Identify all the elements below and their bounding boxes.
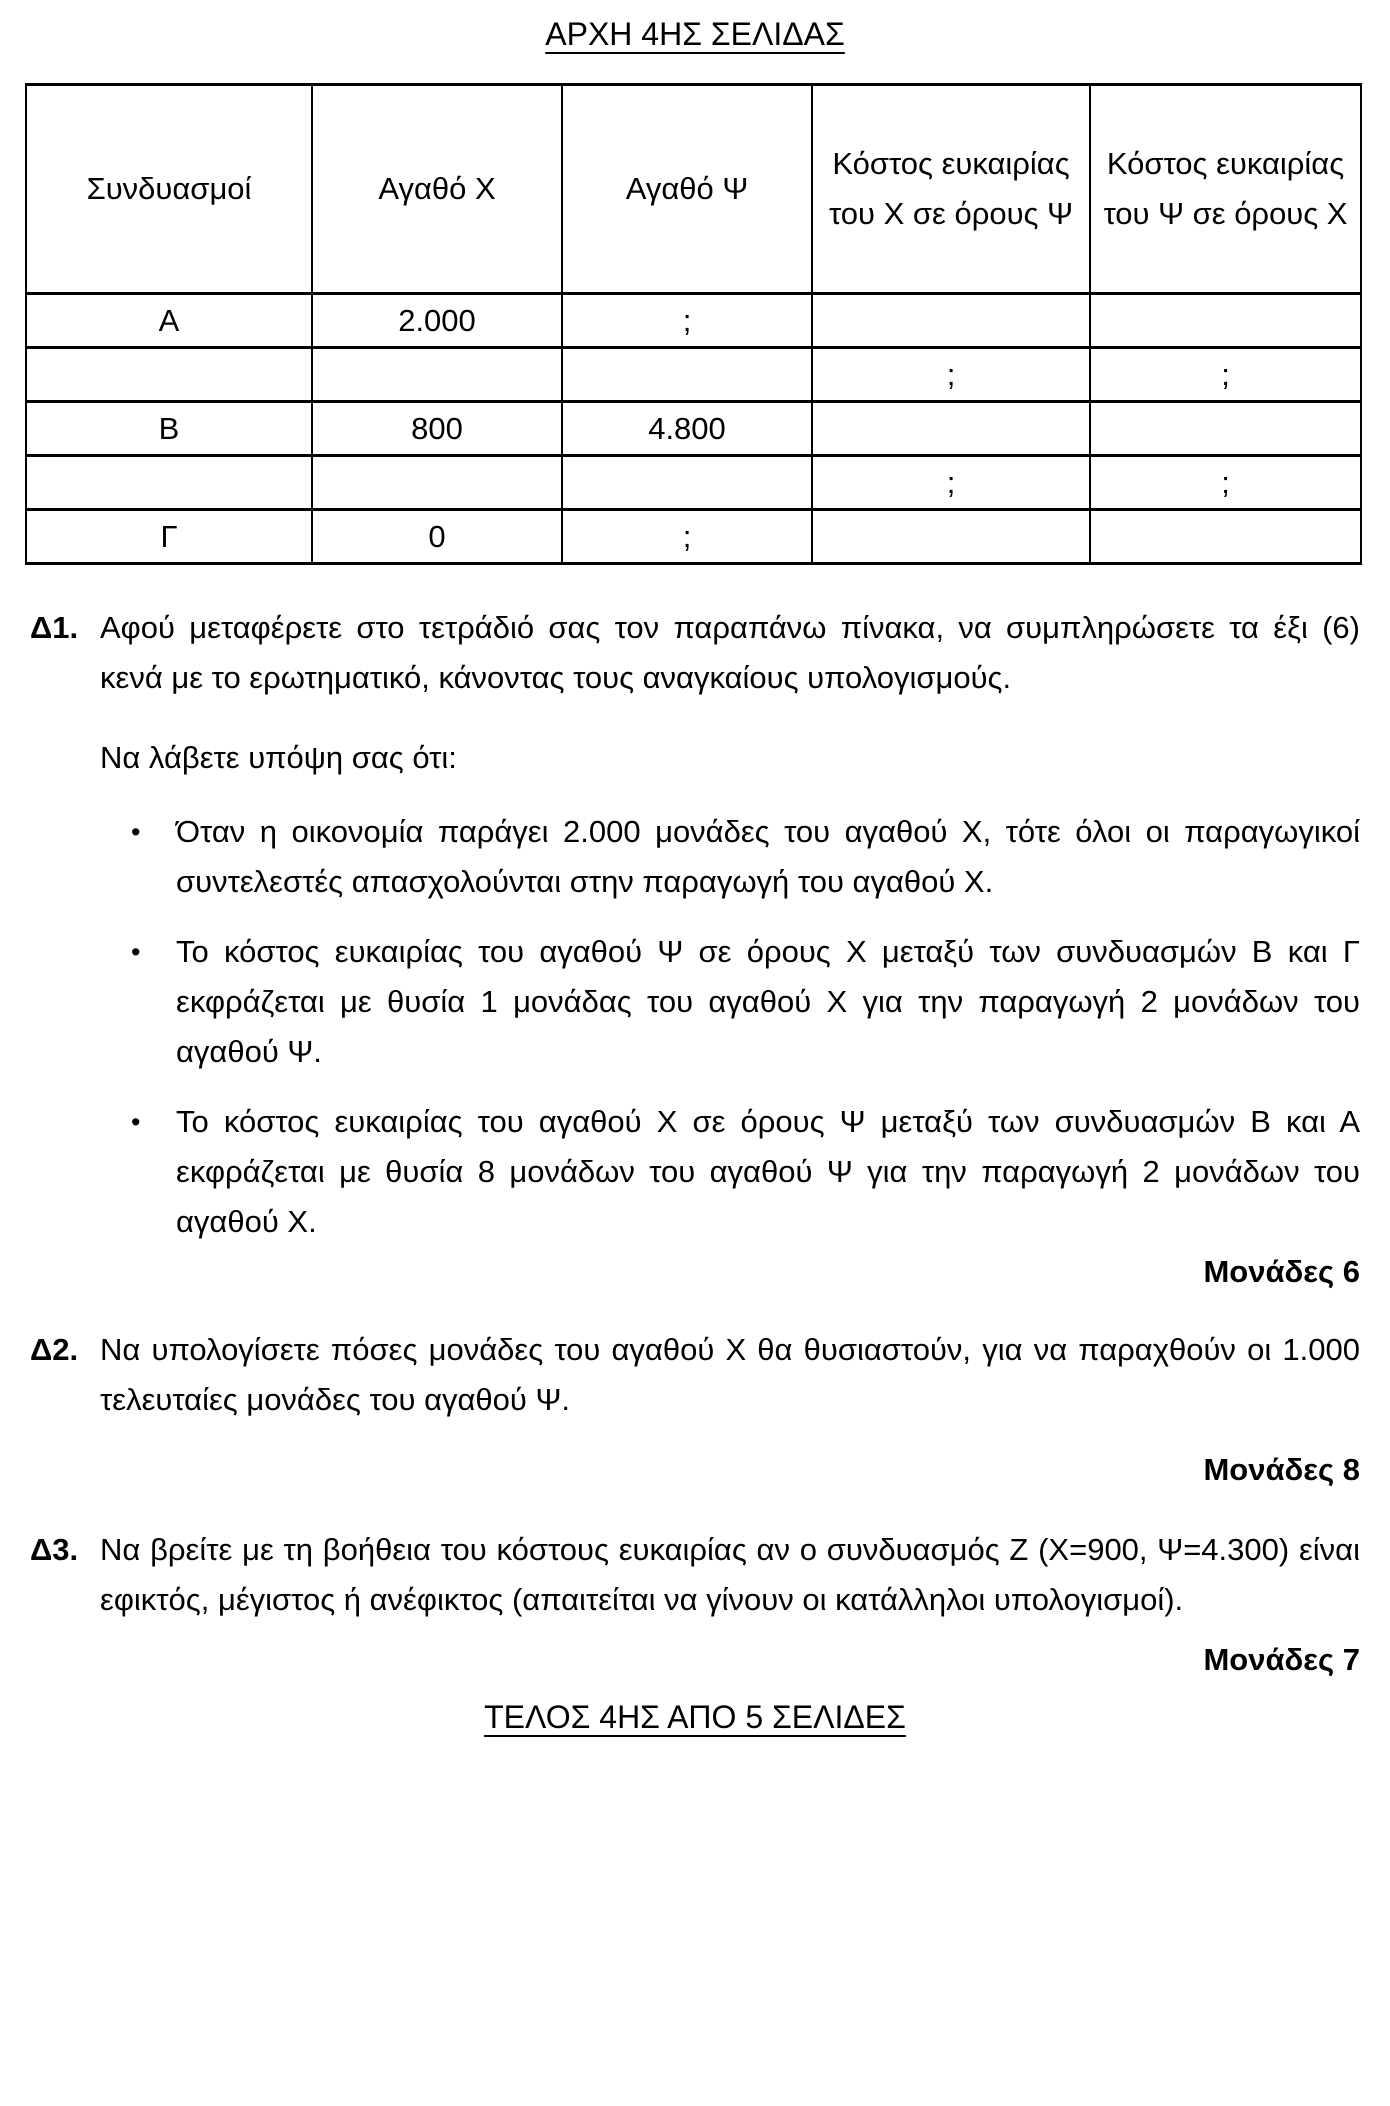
question-d1-label: Δ1. <box>30 610 79 645</box>
table-cell: ; <box>562 510 812 564</box>
table-cell <box>1090 294 1361 348</box>
table-cell: 2.000 <box>312 294 562 348</box>
table-cell <box>562 456 812 510</box>
table-cell <box>26 456 312 510</box>
table-row-b <box>26 402 1361 456</box>
bullet-icon: • <box>131 937 141 967</box>
bullet-text: Όταν η οικονομία παράγει 2.000 μονάδες του αγαθού Χ, τότε όλοι οι παραγωγικοί συντελεστές απασχολούνται στην παραγωγή του αγαθού Χ. <box>176 814 1360 899</box>
question-d2 <box>0 1325 1390 1425</box>
table-cell: ; <box>812 348 1090 402</box>
points-badge-d1: Μονάδες 6 <box>1203 1254 1360 1289</box>
table-cell: ; <box>812 456 1090 510</box>
table-cell <box>562 348 812 402</box>
question-d3-text: Να βρείτε με τη βοήθεια του κόστους ευκαιρίας αν ο συνδυασμός Ζ (Χ=900, Ψ=4.300) είναι εφικτός, μέγιστος ή ανέφικτος (απαιτείται να γίνουν οι κατάλληλοι υπολογισμοί). <box>100 1532 1360 1617</box>
table-cell <box>812 294 1090 348</box>
table-cell <box>26 348 312 402</box>
column-header-opportunity-cost-psi: Κόστος ευκαιρίας του Ψ σε όρους Χ <box>1090 85 1361 294</box>
column-header-opportunity-cost-x: Κόστος ευκαιρίας του Χ σε όρους Ψ <box>812 85 1090 294</box>
question-d2-label: Δ2. <box>30 1332 79 1367</box>
bullet-item <box>0 1097 1390 1247</box>
table-row-between-b-g <box>26 456 1361 510</box>
table-cell: 0 <box>312 510 562 564</box>
table-cell <box>812 402 1090 456</box>
table-cell: 4.800 <box>562 402 812 456</box>
bullet-item <box>0 927 1390 1077</box>
opportunity-cost-table <box>25 83 1362 565</box>
question-d3 <box>0 1525 1390 1625</box>
table-cell <box>812 510 1090 564</box>
table-row-between-a-b <box>26 348 1361 402</box>
table-row-g <box>26 510 1361 564</box>
bullet-text: Το κόστος ευκαιρίας του αγαθού Ψ σε όρους Χ μεταξύ των συνδυασμών Β και Γ εκφράζεται με θυσία 1 μονάδας του αγαθού Χ για την παραγωγή 2 μονάδων του αγαθού Ψ. <box>176 934 1360 1069</box>
page-header-title: ΑΡΧΗ 4ΗΣ ΣΕΛΙΔΑΣ <box>545 16 845 52</box>
points-badge-d2: Μονάδες 8 <box>1203 1452 1360 1487</box>
table-cell: ; <box>1090 348 1361 402</box>
bullet-icon: • <box>131 1107 141 1137</box>
bullet-icon: • <box>131 817 141 847</box>
table-cell <box>312 348 562 402</box>
table-cell <box>312 456 562 510</box>
table-cell: Β <box>26 402 312 456</box>
table-cell: ; <box>562 294 812 348</box>
table-row-a <box>26 294 1361 348</box>
points-badge-d3: Μονάδες 7 <box>1203 1642 1360 1677</box>
table-cell <box>1090 510 1361 564</box>
question-d2-text: Να υπολογίσετε πόσες μονάδες του αγαθού Χ θα θυσιαστούν, για να παραχθούν οι 1.000 τελευταίες μονάδες του αγαθού Ψ. <box>100 1332 1360 1417</box>
table-cell <box>1090 402 1361 456</box>
table-cell: Α <box>26 294 312 348</box>
column-header-good-psi: Αγαθό Ψ <box>562 85 812 294</box>
table-cell: 800 <box>312 402 562 456</box>
question-d1-text: Αφού μεταφέρετε στο τετράδιό σας τον παραπάνω πίνακα, να συμπληρώσετε τα έξι (6) κενά με το ερωτηματικό, κάνοντας τους αναγκαίους υπολογισμούς. <box>100 610 1360 695</box>
table-cell: ; <box>1090 456 1361 510</box>
question-d3-label: Δ3. <box>30 1532 79 1567</box>
note-intro: Να λάβετε υπόψη σας ότι: <box>100 740 457 775</box>
column-header-good-x: Αγαθό Χ <box>312 85 562 294</box>
table-header-row <box>26 85 1361 294</box>
question-d1 <box>0 603 1390 703</box>
column-header-combinations: Συνδυασμοί <box>26 85 312 294</box>
bullet-text: Το κόστος ευκαιρίας του αγαθού Χ σε όρους Ψ μεταξύ των συνδυασμών Β και Α εκφράζεται με θυσία 8 μονάδων του αγαθού Ψ για την παραγωγή 2 μονάδων του αγαθού Χ. <box>176 1104 1360 1239</box>
page-footer-title: ΤΕΛΟΣ 4ΗΣ ΑΠΟ 5 ΣΕΛΙΔΕΣ <box>484 1699 906 1735</box>
bullet-item <box>0 807 1390 907</box>
table-cell: Γ <box>26 510 312 564</box>
